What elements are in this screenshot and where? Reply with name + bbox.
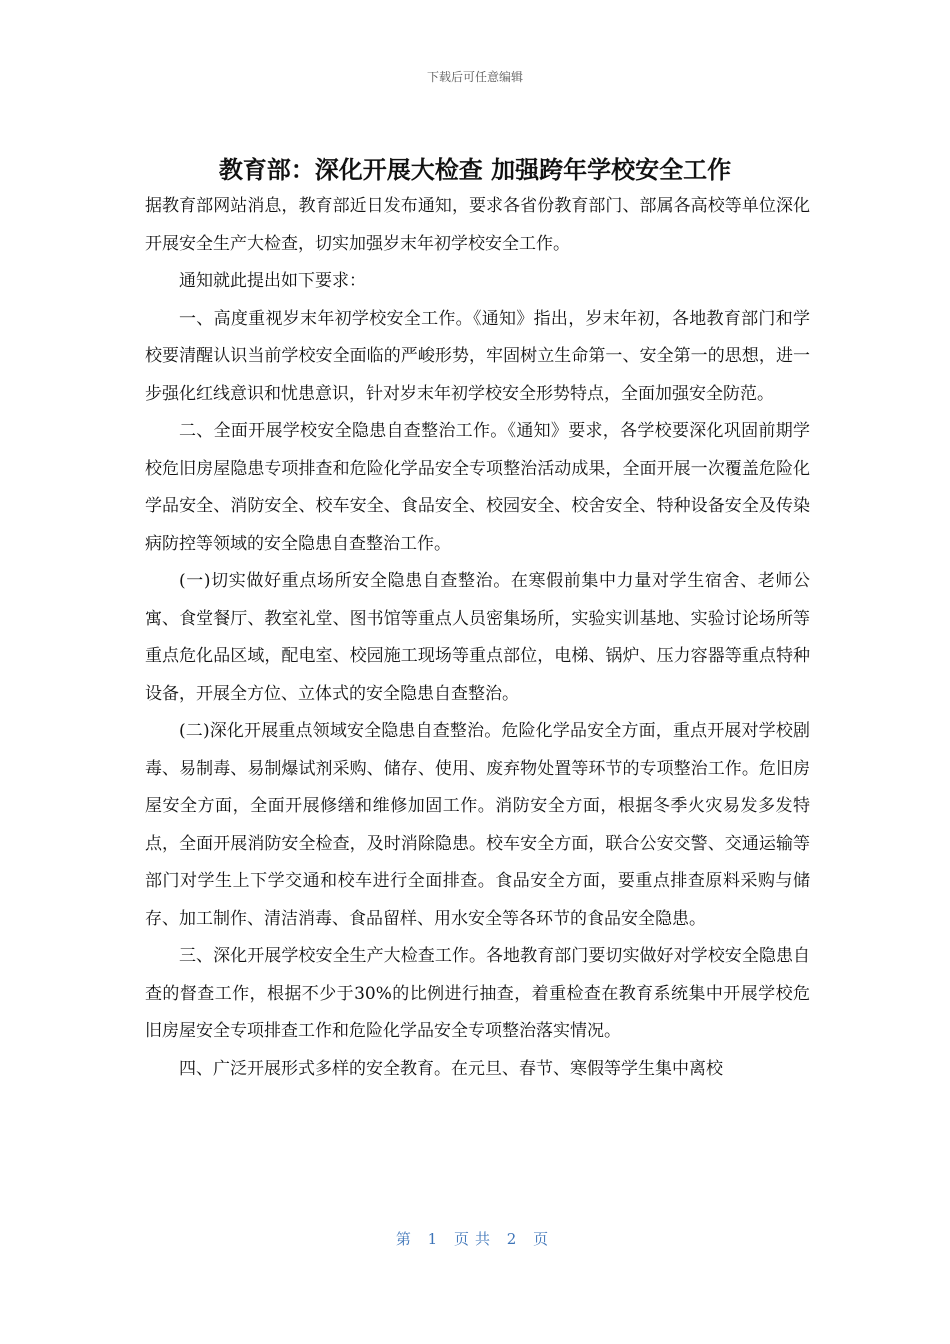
paragraph-section-2: 二、全面开展学校安全隐患自查整治工作。《通知》要求，各学校要深化巩固前期学校危旧房屋隐患专项排查和危险化学品安全专项整治活动成果，全面开展一次覆盖危险化学品安全、消防安全、校车安全、食品安全、校园安全、校舍安全、特种设备安全及传染病防控等领域的安全隐患自查整治工作。 xyxy=(145,421,810,554)
document-body xyxy=(145,188,810,1088)
paragraph-section-4: 四、广泛开展形式多样的安全教育。在元旦、春节、寒假等学生集中离校 xyxy=(179,1058,723,1079)
paragraph-intro: 据教育部网站消息，教育部近日发布通知，要求各省份教育部门、部属各高校等单位深化开展安全生产大检查，切实加强岁末年初学校安全工作。 xyxy=(145,196,810,254)
page-header-note: 下载后可任意编辑 xyxy=(426,70,523,84)
paragraph-requirements-lead: 通知就此提出如下要求： xyxy=(179,271,366,291)
document-title: 教育部：深化开展大检查 加强跨年学校安全工作 xyxy=(218,156,732,184)
page-number-footer: 第 1 页共 2 页 xyxy=(395,1230,555,1248)
paragraph-section-3: 三、深化开展学校安全生产大检查工作。各地教育部门要切实做好对学校安全隐患自查的督查工作，根据不少于30%的比例进行抽查，着重检查在教育系统集中开展学校危旧房屋安全专项排查工作和危险化学品安全专项整治落实情况。 xyxy=(145,946,810,1041)
paragraph-subsection-2-2: (二)深化开展重点领域安全隐患自查整治。危险化学品安全方面，重点开展对学校剧毒、易制毒、易制爆试剂采购、储存、使用、废弃物处置等环节的专项整治工作。危旧房屋安全方面，全面开展修缮和维修加固工作。消防安全方面，根据冬季火灾易发多发特点，全面开展消防安全检查，及时消除隐患。校车安全方面，联合公安交警、交通运输等部门对学生上下学交通和校车进行全面排查。食品安全方面，要重点排查原料采购与储存、加工制作、清洁消毒、食品留样、用水安全等各环节的食品安全隐患。 xyxy=(145,721,810,929)
paragraph-section-1: 一、高度重视岁末年初学校安全工作。《通知》指出，岁末年初，各地教育部门和学校要清醒认识当前学校安全面临的严峻形势，牢固树立生命第一、安全第一的思想，进一步强化红线意识和忧患意识，针对岁末年初学校安全形势特点，全面加强安全防范。 xyxy=(145,308,810,404)
paragraph-subsection-2-1: (一)切实做好重点场所安全隐患自查整治。在寒假前集中力量对学生宿舍、老师公寓、食堂餐厅、教室礼堂、图书馆等重点人员密集场所，实验实训基地、实验讨论场所等重点危化品区域，配电室、校园施工现场等重点部位，电梯、锅炉、压力容器等重点特种设备，开展全方位、立体式的安全隐患自查整治。 xyxy=(145,571,810,704)
